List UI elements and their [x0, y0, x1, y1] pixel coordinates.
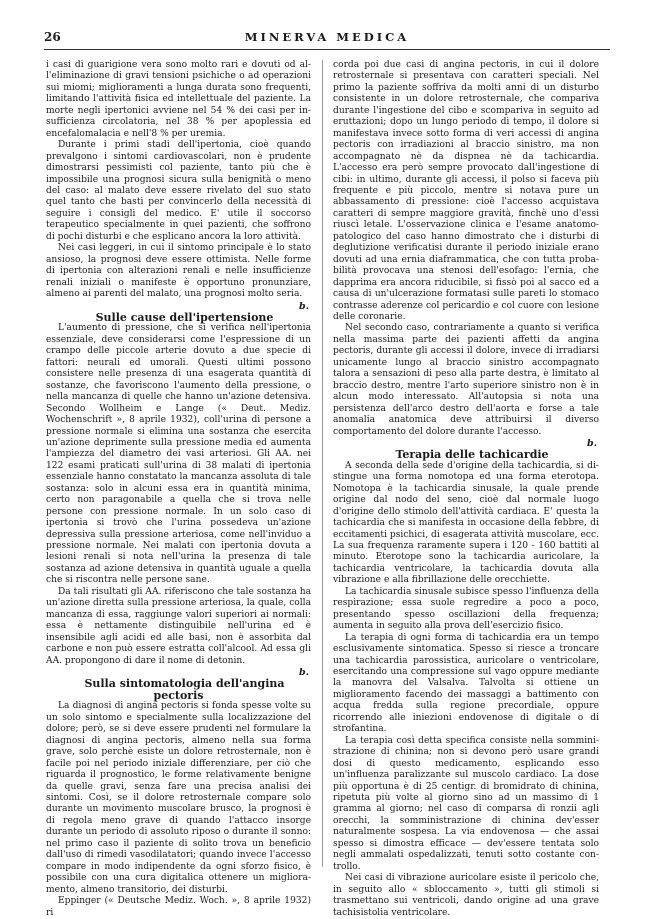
- paragraph: Nei casi di vibrazione auricolare esiste il pericolo che, in seguito allo « sbloccamento », tutti gli stimoli si trasmettano sui ventricoli, dando origine ad una grave tachisistolia ventricolare.: [333, 873, 599, 918]
- right-column: [333, 60, 599, 919]
- author-signature: b.: [299, 300, 309, 312]
- paragraph: corda poi due casi di angina pectoris, in cui il dolore retrosternale si presentava con caratteri speciali. Nel primo la paziente soffriva da molti anni di un disturbo consistente in un dolore retrosternale, che compariva durante l'ingestione del cibo e scompariva in seguito ad eruttazioni; dopo un lungo periodo di tempo, il dolore si manifestava invece sotto forma di veri accessi di angina pectoris con irradiazioni al braccio sinistro, ma non accompagnato nè da dispnea nè da tachicardia. L'accesso era però sempre provocato dall'ingestione di cibi: in ultimo, durante gli accessi, il polso si faceva più frequente e più piccolo, mentre si notava pure un abbassamento di pressione: cioè l'accesso acquistava caratteri di sempre maggiore gravità, finchè uno d'essi riuscì letale. L'osservazione clinica e l'esame anatomo-patologico del caso hanno dimostrato che i disturbi di deglutizione verificatisi durante il periodo iniziale erano dovuti ad una ernia diaframmatica, che con tutta probabilità provocava una stenosi dell'esofago: l'ernia, che dapprima era ancora riducibile, si fissò poi al sacco ed a causa di un'ulcerazione formatasi sulle pareti lo stomaco contrasse aderenze col pericardio e col cuore con lesione delle coronarie.: [333, 60, 599, 322]
- paragraph: Eppinger (« Deutsche Mediz. Woch. », 8 aprile 1932) ri: [46, 896, 311, 918]
- paragraph: Nei casi leggeri, in cui il sintomo principale è lo stato ansioso, la prognosi deve essere ottimista. Nelle forme di ipertonia con alterazioni renali e nelle insufficienze renali iniziali o manifeste è opportuno pronunziare, almeno ai parenti del malato, una prognosi molto seria.: [46, 243, 311, 300]
- section-heading: Sulle cause dell'ipertensione: [95, 310, 274, 324]
- paragraph: La tachicardia sinusale subisce spesso l'influenza della respirazione; essa suole regredire a poco a poco, presentando spesso oscillazioni della frequenza; aumenta in seguito alla prova dell'esercizio fisico.: [333, 586, 599, 632]
- header-rule: [44, 49, 610, 50]
- author-signature: b.: [299, 667, 309, 679]
- section-heading: Sulla sintomatologia dell'angina pectoris: [84, 677, 285, 702]
- section-heading: Terapia delle tachicardie: [395, 448, 549, 462]
- paragraph: La diagnosi di angina pectoris si fonda spesse volte su un solo sintomo e specialmente sulla localizzazione del dolore; però, se si deve essere prudenti nel formulare la diagnosi di angina pectoris, almeno nella sua forma grave, solo perchè esiste un dolore retrosternale, non è facile poi nel periodo iniziale differenziare, per ciò che riguarda il prognostico, le forme relativamente benigne da quelle gravi, senza fare una precisa analisi dei sintomi. Così, se il dolore retrosternale compare solo durante un movimento muscolare brusco, la prognosi è di regola meno grave di quando l'attacco insorge durante un periodo di assoluto riposo o durante il sonno: nel primo caso il paziente di solito trova un beneficio dall'uso di rimedi vasodilatatori; quando invece l'accesso compare in modo indipendente da ogni sforzo fisico, è possibile con una cura digitalica ottenere un miglioramento, almeno transitorio, dei disturbi.: [46, 701, 311, 895]
- author-signature: b.: [587, 437, 597, 449]
- paragraph: La terapia così detta specifica consiste nella somministrazione di chinina; non si devono però usare grandi dosi di questo medicamento, esplicando esso un'influenza paralizzante sul muscolo cardiaco. La dose più opportuna è di 25 centigr. di bromidrato di chinina, ripetuta più volte al giorno sino ad un massimo di 1 gramma al giorno; nel caso di comparsa di ronzii agli orecchi, la somministrazione di chinina dev'esser naturalmente sospesa. La via endovenosa — che assai spesso si dimostra efficace — dev'essere tentata solo negli ammalati ospedalizzati, tenuti sotto costante controllo.: [333, 735, 599, 872]
- left-column: [46, 60, 311, 919]
- paragraph: Da tali risultati gli AA. riferiscono che tale sostanza ha un'azione diretta sulla pressione arteriosa, la quale, colla mancanza di essa, raggiunge valori superiori ai normali: essa è nettamente distinguibile nell'urina ed è insensibile agli acidi ed alle basi, non è assorbita dal carbone e non può essere estratta coll'alcool. Ad essa gli AA. propongono di dare il nome di detonin.: [46, 586, 311, 666]
- running-title: MINERVA MEDICA: [244, 30, 410, 44]
- column-divider: [322, 60, 323, 867]
- paragraph: La terapia di ogni forma di tachicardia era un tempo esclusivamente sintomatica. Spesso si riesce a troncare una tachicardia parossistica, auricolare o ventricolare, esercitando una compressione sul vago oppure mediante la manovra del Valsalva. Talvolta si ottiene un miglioramento facendo dei massaggi a battimento con acqua fredda sulla regione precordiale, oppure ricorrendo alle iniezioni endovenose di digitale o di strofantina.: [333, 632, 599, 735]
- paragraph: A seconda della sede d'origine della tachicardia, si distingue una forma nomotopa ed una forma eterotopa. Nomotopa è la tachicardia sinusale, la quale prende origine dal nodo del seno, cioè dal normale luogo d'origine dello stimolo dell'attività cardiaca. E' questa la tachicardia che si manifesta in occasione della febbre, di eccitamenti psichici, di esagerata attività muscolare, ecc. La sua frequenza raramente supera i 120 - 160 battiti al minuto. Eterotope sono la tachicardia auricolare, la tachicardia ventricolare, la tachicardia dovuta alla vibrazione e alla fibrillazione delle orecchiette.: [333, 460, 599, 586]
- paragraph: Nel secondo caso, contrariamente a quanto si verifica nella massima parte dei pazienti affetti da angina pectoris, durante gli accessi il dolore, invece di irradiarsi unicamente lungo al braccio sinistro accompagnato talora a sensazioni di peso alla parte destra, è limitato al braccio destro, mentre l'arto superiore sinistro non è in alcun modo interessato. All'autopsia si nota una persistenza dell'arco destro dell'aorta e forse a tale anomalia anatomica deve attribuirsi il diverso comportamento del dolore durante l'accesso.: [333, 323, 599, 437]
- page-header: [44, 30, 610, 46]
- page-number: 26: [44, 30, 61, 44]
- paragraph: Durante i primi stadi dell'ipertonia, cioè quando prevalgono i sintomi cardiovascolari, non è prudente dimostrarsi pessimisti col paziente, tanto più che è impossibile una prognosi sicura sulla benignità o meno del caso: al malato deve essere rivelato del suo stato quel tanto che basti per convincerlo della necessità di seguire i consigli del medico. E' utile il soccorso terapeutico specialmente in quei pazienti, che soffrono di pochi disturbi e che esplicano ancora la loro attività.: [46, 140, 311, 242]
- paragraph: i casi di guarigione vera sono molto rari e dovuti od all'eliminazione di gravi tensioni psichiche o ad operazioni sui miomi; miglioramenti a lunga durata sono frequenti, limitando l'attività fisica ed intellettuale del paziente. La morte negli ipertonici avviene nel 54 % dei casi per insufficienza circolatoria, nel 38 % per apoplessia ed encefalomalacia e nell'8 % per uremia.: [46, 60, 311, 139]
- paragraph: L'aumento di pressione, che si verifica nell'ipertonia essenziale, deve considerarsi come l'espressione di un crampo delle piccole arterie dovuto a due specie di fattori: neurali ed umorali. Questi ultimi possono consistere nelle presenza di una esagerata quantità di sostanze, che favoriscono l'aumento della pressione, o nella mancanza di quelle che hanno un'azione detensiva. Secondo Wollheim e Lange (« Deut. Mediz. Wochenschrift », 8 aprile 1932), coll'urina di persone a pressione normale si elimina una sostanza che esercita un'azione deprimente sulla pressione media ed aumenta l'ampiezza del diametro dei vasi arteriosi. Gli AA. nei 122 esami praticati sull'urina di 38 malati di ipertonia essenziale hanno constatato la mancanza assoluta di tale sostanza: solo in alcuni essa era in quantità minima, certo non paragonabile a quella che si trova nelle persone con pressione normale. In un solo caso di ipertonia si trovò che l'urina possedeva un'azione depressiva sulla pressione arteriosa, come nell'inviduo a pressione normale. Nei malati con ipertonia dovuta a lesioni renali si nota nell'urina la presenza di tale sostanza ad azione detensiva in quantità uguale a quella che si riscontra nelle persone sane.: [46, 323, 311, 586]
